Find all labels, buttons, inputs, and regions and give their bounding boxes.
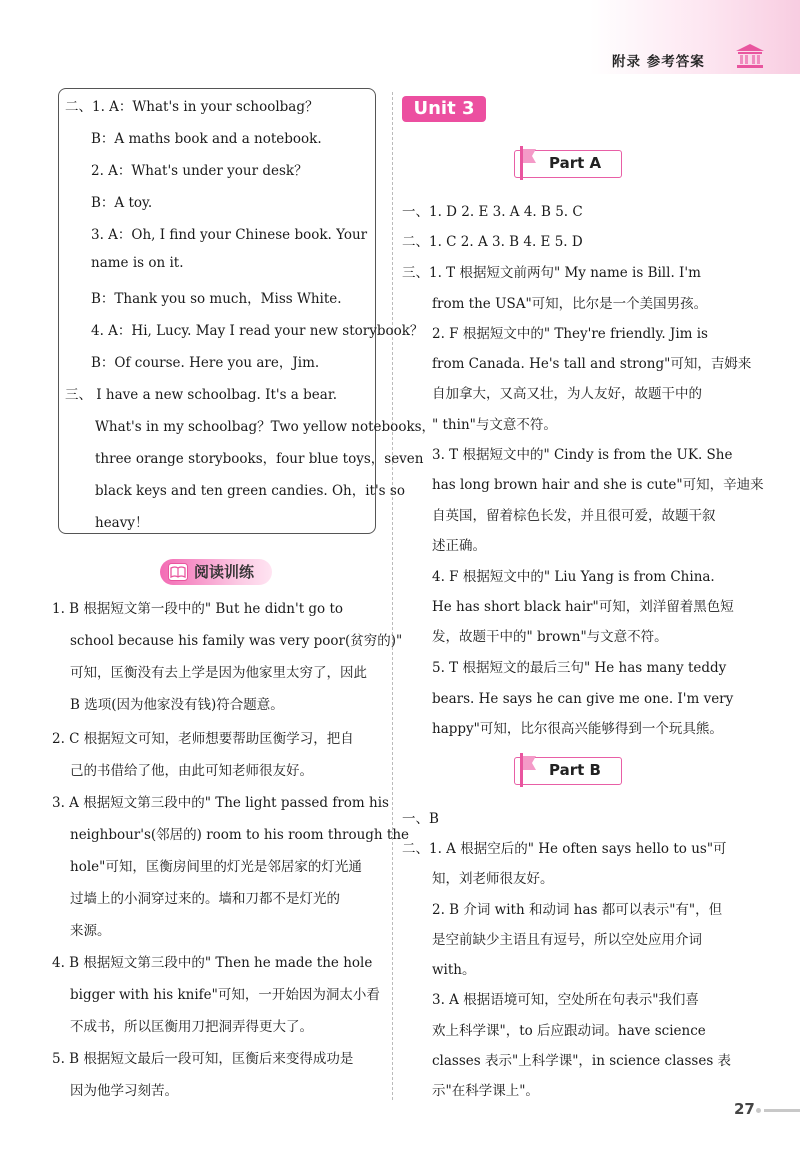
box-line: 二、1. A：What's in your schoolbag？: [65, 99, 319, 115]
answer-line: 3. A 根据短文第三段中的" The light passed from his: [52, 795, 389, 811]
reading-section-title: 阅读训练: [194, 563, 255, 581]
answer-line: 5. T 根据短文的最后三句" He has many teddy: [432, 660, 727, 676]
answer-line: 4. F 根据短文中的" Liu Yang is from China.: [432, 569, 715, 585]
part-a-title: Part A: [549, 154, 602, 172]
footer-dot: [756, 1108, 761, 1113]
box-line: B：A maths book and a notebook.: [91, 131, 322, 147]
box-line: 3. A：Oh, I find your Chinese book. Your: [91, 227, 368, 243]
answer-line: 示"在科学课上"。: [432, 1083, 539, 1099]
answer-line: happy"可知，比尔很高兴能够得到一个玩具熊。: [432, 721, 723, 737]
answer-line: with。: [432, 962, 476, 978]
open-book-icon: [168, 563, 188, 581]
answer-line: 自英国，留着棕色长发，并且很可爱，故题干叙: [432, 508, 716, 524]
box-line: 2. A：What's under your desk？: [91, 163, 308, 179]
answer-line: 2. C 根据短文可知，老师想要帮助匡衡学习，把自: [52, 731, 354, 747]
answer-line: 一、1. D 2. E 3. A 4. B 5. C: [402, 204, 583, 220]
answer-line: 过墙上的小洞穿过来的。墙和刀都不是灯光的: [70, 891, 340, 907]
box-line: name is on it.: [91, 255, 184, 271]
box-line: B：Of course. Here you are，Jim.: [91, 355, 320, 371]
answer-line: 5. B 根据短文最后一段可知，匡衡后来变得成功是: [52, 1051, 354, 1067]
answer-line: bears. He says he can give me one. I'm very: [432, 691, 734, 707]
book-shelf-icon: [735, 43, 765, 69]
answer-line: bigger with his knife"可知，一开始因为洞太小看: [70, 987, 380, 1003]
flag-icon: [518, 146, 538, 180]
flag-icon: [518, 753, 538, 787]
answer-line: 二、1. A 根据空后的" He often says hello to us"可: [402, 841, 727, 857]
answer-line: 述正确。: [432, 538, 486, 554]
answer-line: neighbour's(邻居的) room to his room through the: [70, 827, 410, 843]
answer-line: 4. B 根据短文第三段中的" Then he made the hole: [52, 955, 373, 971]
answer-line: has long brown hair and she is cute"可知，辛迪来: [432, 477, 764, 493]
answer-line: hole"可知，匡衡房间里的灯光是邻居家的灯光通: [70, 859, 362, 875]
answer-line: 来源。: [70, 923, 111, 939]
answer-line: 三、1. T 根据短文前两句" My name is Bill. I'm: [402, 265, 701, 281]
box-line: 三、 I have a new schoolbag. It's a bear.: [65, 387, 338, 403]
answer-line: 2. F 根据短文中的" They're friendly. Jim is: [432, 326, 708, 342]
column-divider: [392, 92, 393, 1100]
answer-line: from the USA"可知，比尔是一个美国男孩。: [432, 296, 708, 312]
answer-line: 3. T 根据短文中的" Cindy is from the UK. She: [432, 447, 733, 463]
box-line: B：Thank you so much，Miss White.: [91, 291, 342, 307]
answer-line: 二、1. C 2. A 3. B 4. E 5. D: [402, 234, 583, 250]
answer-line: 是空前缺少主语且有逗号，所以空处应用介词: [432, 932, 702, 948]
answer-line: 欢上科学课"，to 后应跟动词。have science: [432, 1023, 706, 1039]
footer-bar: [764, 1109, 800, 1112]
box-line: heavy！: [95, 515, 149, 531]
answer-line: He has short black hair"可知，刘洋留着黑色短: [432, 599, 734, 615]
answer-line: 3. A 根据语境可知，空处所在句表示"我们喜: [432, 992, 699, 1008]
box-line: 4. A：Hi, Lucy. May I read your new storybook？: [91, 323, 424, 339]
box-line: black keys and ten green candies. Oh，it's so: [95, 483, 405, 499]
part-b-title: Part B: [549, 761, 601, 779]
answer-line: 自加拿大，又高又壮，为人友好，故题干中的: [432, 386, 702, 402]
answer-line: from Canada. He's tall and strong"可知，吉姆来: [432, 356, 752, 372]
answer-line: " thin"与文意不符。: [432, 417, 557, 433]
answer-line: 一、B: [402, 811, 439, 827]
box-line: three orange storybooks，four blue toys，seven: [95, 451, 424, 467]
dialogue-answer-box: [58, 88, 436, 534]
answer-line: 知，刘老师很友好。: [432, 871, 554, 887]
answer-line: 己的书借给了他，由此可知老师很友好。: [70, 763, 313, 779]
answer-line: 可知，匡衡没有去上学是因为他家里太穷了，因此: [70, 665, 367, 681]
answer-line: B 选项(因为他家没有钱)符合题意。: [70, 697, 284, 713]
answer-line: school because his family was very poor(贫穷的)": [70, 633, 403, 649]
answer-line: 2. B 介词 with 和动词 has 都可以表示"有"，但: [432, 902, 723, 918]
answer-line: classes 表示"上科学课"，in science classes 表: [432, 1053, 732, 1069]
answer-line: 1. B 根据短文第一段中的" But he didn't go to: [52, 601, 344, 617]
unit-title: Unit 3: [402, 96, 486, 122]
box-line: What's in my schoolbag？Two yellow notebooks，: [95, 419, 436, 435]
answer-line: 不成书，所以匡衡用刀把洞弄得更大了。: [70, 1019, 313, 1035]
answer-line: 发，故题干中的" brown"与文意不符。: [432, 629, 668, 645]
box-line: B：A toy.: [91, 195, 153, 211]
page-number: 27: [734, 1100, 755, 1118]
answer-line: 因为他学习刻苦。: [70, 1083, 178, 1099]
header-title: 附录 参考答案: [612, 54, 705, 70]
